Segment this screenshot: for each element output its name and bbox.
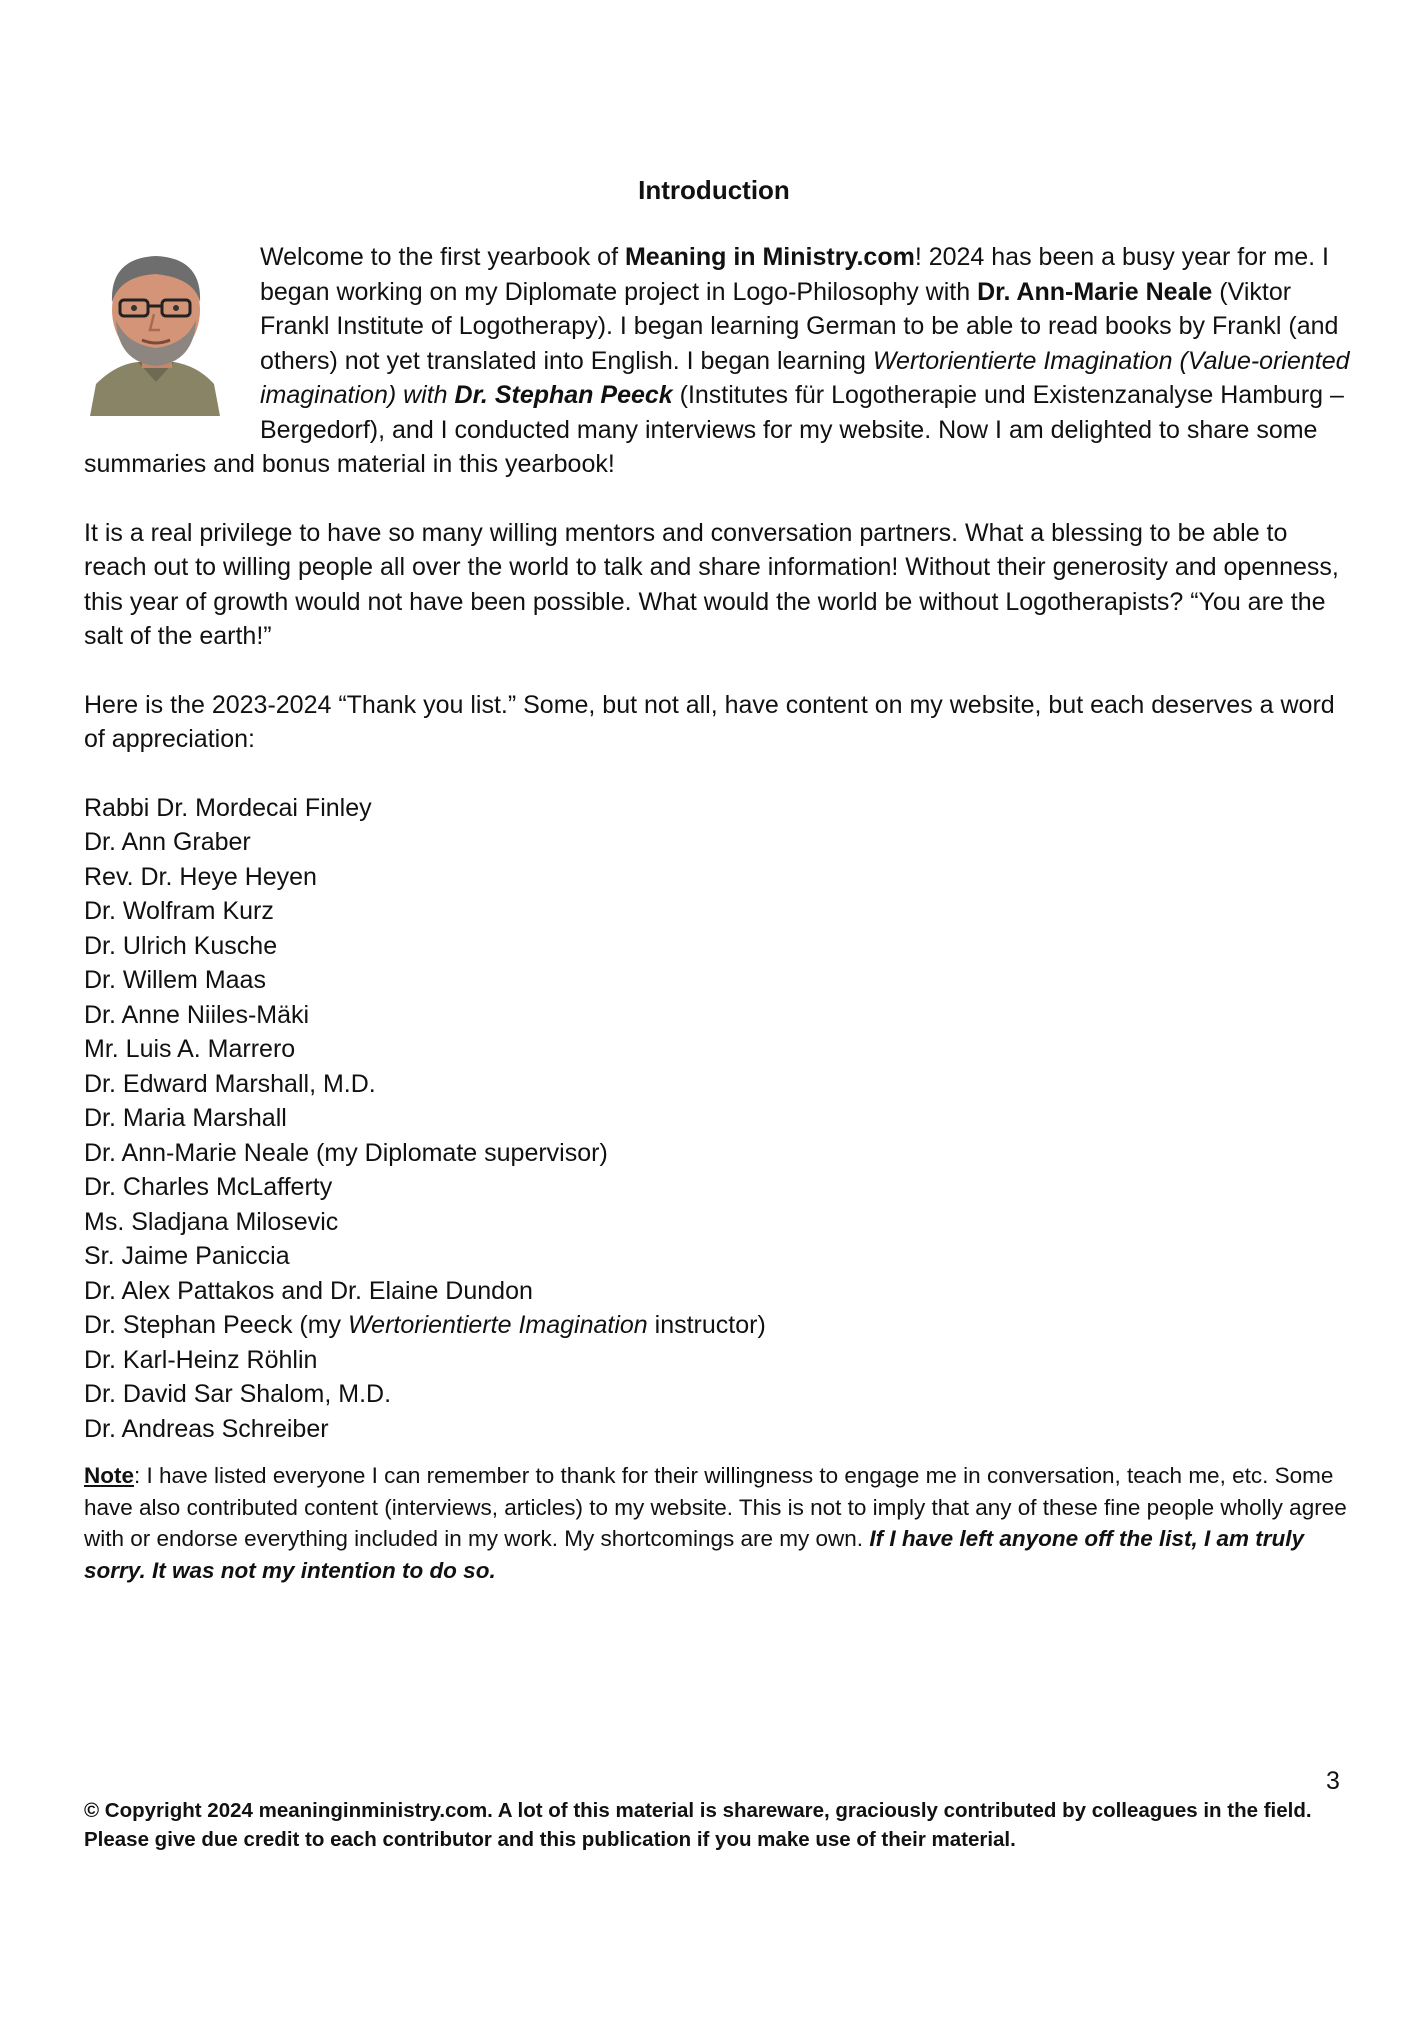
- thank-you-list: [84, 791, 1352, 1447]
- thank-you-intro: Here is the 2023-2024 “Thank you list.” Some, but not all, have content on my website, but each deserves a word of appreciation:: [84, 690, 1335, 753]
- author-photo: [86, 244, 224, 416]
- note-label: Note: [84, 1463, 134, 1488]
- list-item: Dr. Wolfram Kurz: [84, 897, 274, 925]
- list-item: Dr. Stephan Peeck (my Wertorientierte Imagination instructor): [84, 1311, 766, 1339]
- list-item: Dr. Andreas Schreiber: [84, 1414, 329, 1443]
- list-item: Ms. Sladjana Milosevic: [84, 1207, 339, 1236]
- author-portrait-image: [86, 244, 224, 416]
- list-item: Sr. Jaime Paniccia: [84, 1242, 290, 1270]
- list-item: Dr. Alex Pattakos and Dr. Elaine Dundon: [84, 1276, 533, 1305]
- list-item: Dr. Ann Graber: [84, 828, 251, 856]
- apology-text: If I have left anyone off the list, I am truly sorry. It was not my intention to do so.: [84, 1526, 1305, 1583]
- main-content: [84, 240, 1352, 1586]
- list-item: Dr. Willem Maas: [84, 966, 266, 994]
- note-paragraph: Note: I have listed everyone I can remember to thank for their willingness to engage me in conversation, teach me, etc. Some have also contributed content (interviews, articles) to my website. This is not to imply that any of these fine people wholly agree with or endorse everything included in my work. My shortcomings are my own. If I have left anyone off the list, I am truly sorry. It was not my intention to do so.: [84, 1463, 1347, 1583]
- page-number: 3: [1326, 1767, 1340, 1795]
- list-item: Dr. Charles McLafferty: [84, 1173, 333, 1201]
- list-item: Dr. Edward Marshall, M.D.: [84, 1069, 376, 1098]
- list-item: Dr. David Sar Shalom, M.D.: [84, 1380, 392, 1408]
- supervisor-name: Dr. Ann-Marie Neale: [977, 277, 1213, 306]
- list-item: Rabbi Dr. Mordecai Finley: [84, 793, 372, 822]
- copyright-footer: © Copyright 2024 meaninginministry.com. A lot of this material is shareware, graciously contributed by colleagues in the field. Please give due credit to each contributor and this publication if you make use of their material.: [84, 1799, 1312, 1851]
- list-item: Mr. Luis A. Marrero: [84, 1035, 296, 1063]
- intro-paragraph: Welcome to the first yearbook of Meaning in Ministry.com! 2024 has been a busy year for me. I began working on my Diplomate project in Logo-Philosophy with Dr. Ann-Marie Neale (Viktor Frankl Institute of Logotherapy). I began learning German to be able to read books by Frankl (and others) not yet translated into English. I began learning Wertorientierte Imagination (Value-oriented imagination) with Dr. Stephan Peeck (Institutes für Logotherapie und Existenzanalyse Hamburg – Bergedorf), and I conducted many interviews for my website. Now I am delighted to share some summaries and bonus material in this yearbook!: [84, 243, 1350, 478]
- list-item: Dr. Ann-Marie Neale (my Diplomate supervisor): [84, 1138, 608, 1167]
- list-item: Dr. Karl-Heinz Röhlin: [84, 1345, 318, 1374]
- gratitude-paragraph: It is a real privilege to have so many willing mentors and conversation partners. What a blessing to be able to reach out to willing people all over the world to talk and share information! Without their generosity and openness, this year of growth would not have been possible. What would the world be without Logotherapists? “You are the salt of the earth!”: [84, 518, 1339, 650]
- list-item: Dr. Ulrich Kusche: [84, 931, 278, 960]
- page-title: Introduction: [638, 175, 790, 205]
- list-item: Dr. Anne Niiles-Mäki: [84, 1000, 310, 1029]
- list-item: Rev. Dr. Heye Heyen: [84, 862, 317, 891]
- website-name: Meaning in Ministry.com: [624, 243, 915, 271]
- list-item: Dr. Maria Marshall: [84, 1104, 287, 1132]
- instructor-name: Dr. Stephan Peeck: [454, 381, 673, 409]
